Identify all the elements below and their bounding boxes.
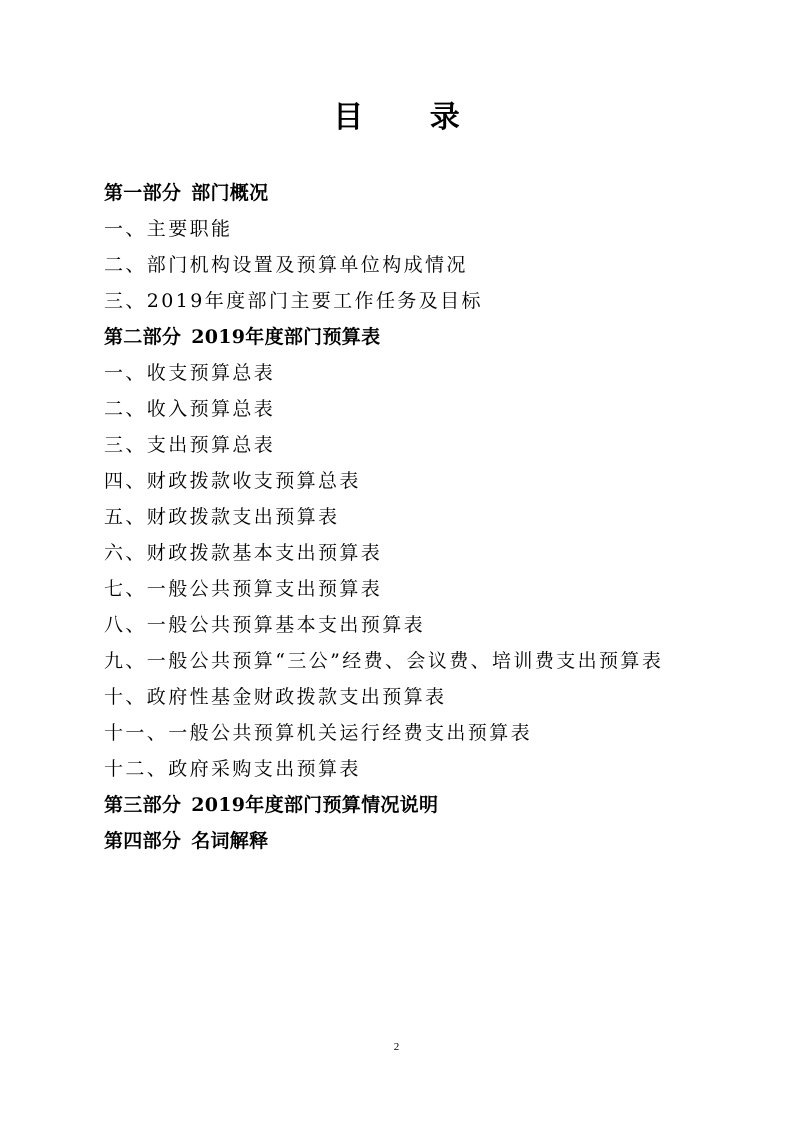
toc-item[interactable]: 五、财政拨款支出预算表 xyxy=(104,506,340,528)
toc-part-label: 第一部分 xyxy=(104,182,182,204)
toc-part-title: 部门概况 xyxy=(191,182,269,204)
toc-item[interactable]: 二、收入预算总表 xyxy=(104,398,276,420)
toc-item[interactable]: 三、2019年度部门主要工作任务及目标 xyxy=(104,290,483,312)
table-of-contents xyxy=(104,175,744,859)
toc-part-2[interactable] xyxy=(104,319,744,355)
toc-item[interactable]: 七、一般公共预算支出预算表 xyxy=(104,578,383,600)
toc-part-title: 2019年度部门预算情况说明 xyxy=(191,794,439,816)
toc-item[interactable]: 四、财政拨款收支预算总表 xyxy=(104,470,361,492)
page-number: 2 xyxy=(393,1041,400,1053)
toc-item[interactable]: 一、收支预算总表 xyxy=(104,362,276,384)
toc-item[interactable]: 十二、政府采购支出预算表 xyxy=(104,758,361,780)
toc-part-title: 2019年度部门预算表 xyxy=(191,326,381,348)
toc-part-3[interactable] xyxy=(104,787,744,823)
toc-item[interactable]: 十、政府性基金财政拨款支出预算表 xyxy=(104,686,447,708)
toc-item[interactable]: 十一、一般公共预算机关运行经费支出预算表 xyxy=(104,722,533,744)
toc-part-1[interactable] xyxy=(104,175,744,211)
toc-part-label: 第三部分 xyxy=(104,794,182,816)
toc-item[interactable]: 八、一般公共预算基本支出预算表 xyxy=(104,614,426,636)
toc-part-title: 名词解释 xyxy=(191,830,269,852)
page-title: 目 录 xyxy=(333,100,488,135)
toc-item[interactable]: 二、部门机构设置及预算单位构成情况 xyxy=(104,254,468,276)
toc-part-label: 第四部分 xyxy=(104,830,182,852)
toc-part-4[interactable] xyxy=(104,823,744,859)
toc-item[interactable]: 一、主要职能 xyxy=(104,218,233,240)
toc-part-label: 第二部分 xyxy=(104,326,182,348)
toc-item[interactable]: 九、一般公共预算“三公”经费、会议费、培训费支出预算表 xyxy=(104,650,664,672)
toc-item[interactable]: 六、财政拨款基本支出预算表 xyxy=(104,542,383,564)
toc-item[interactable]: 三、支出预算总表 xyxy=(104,434,276,456)
